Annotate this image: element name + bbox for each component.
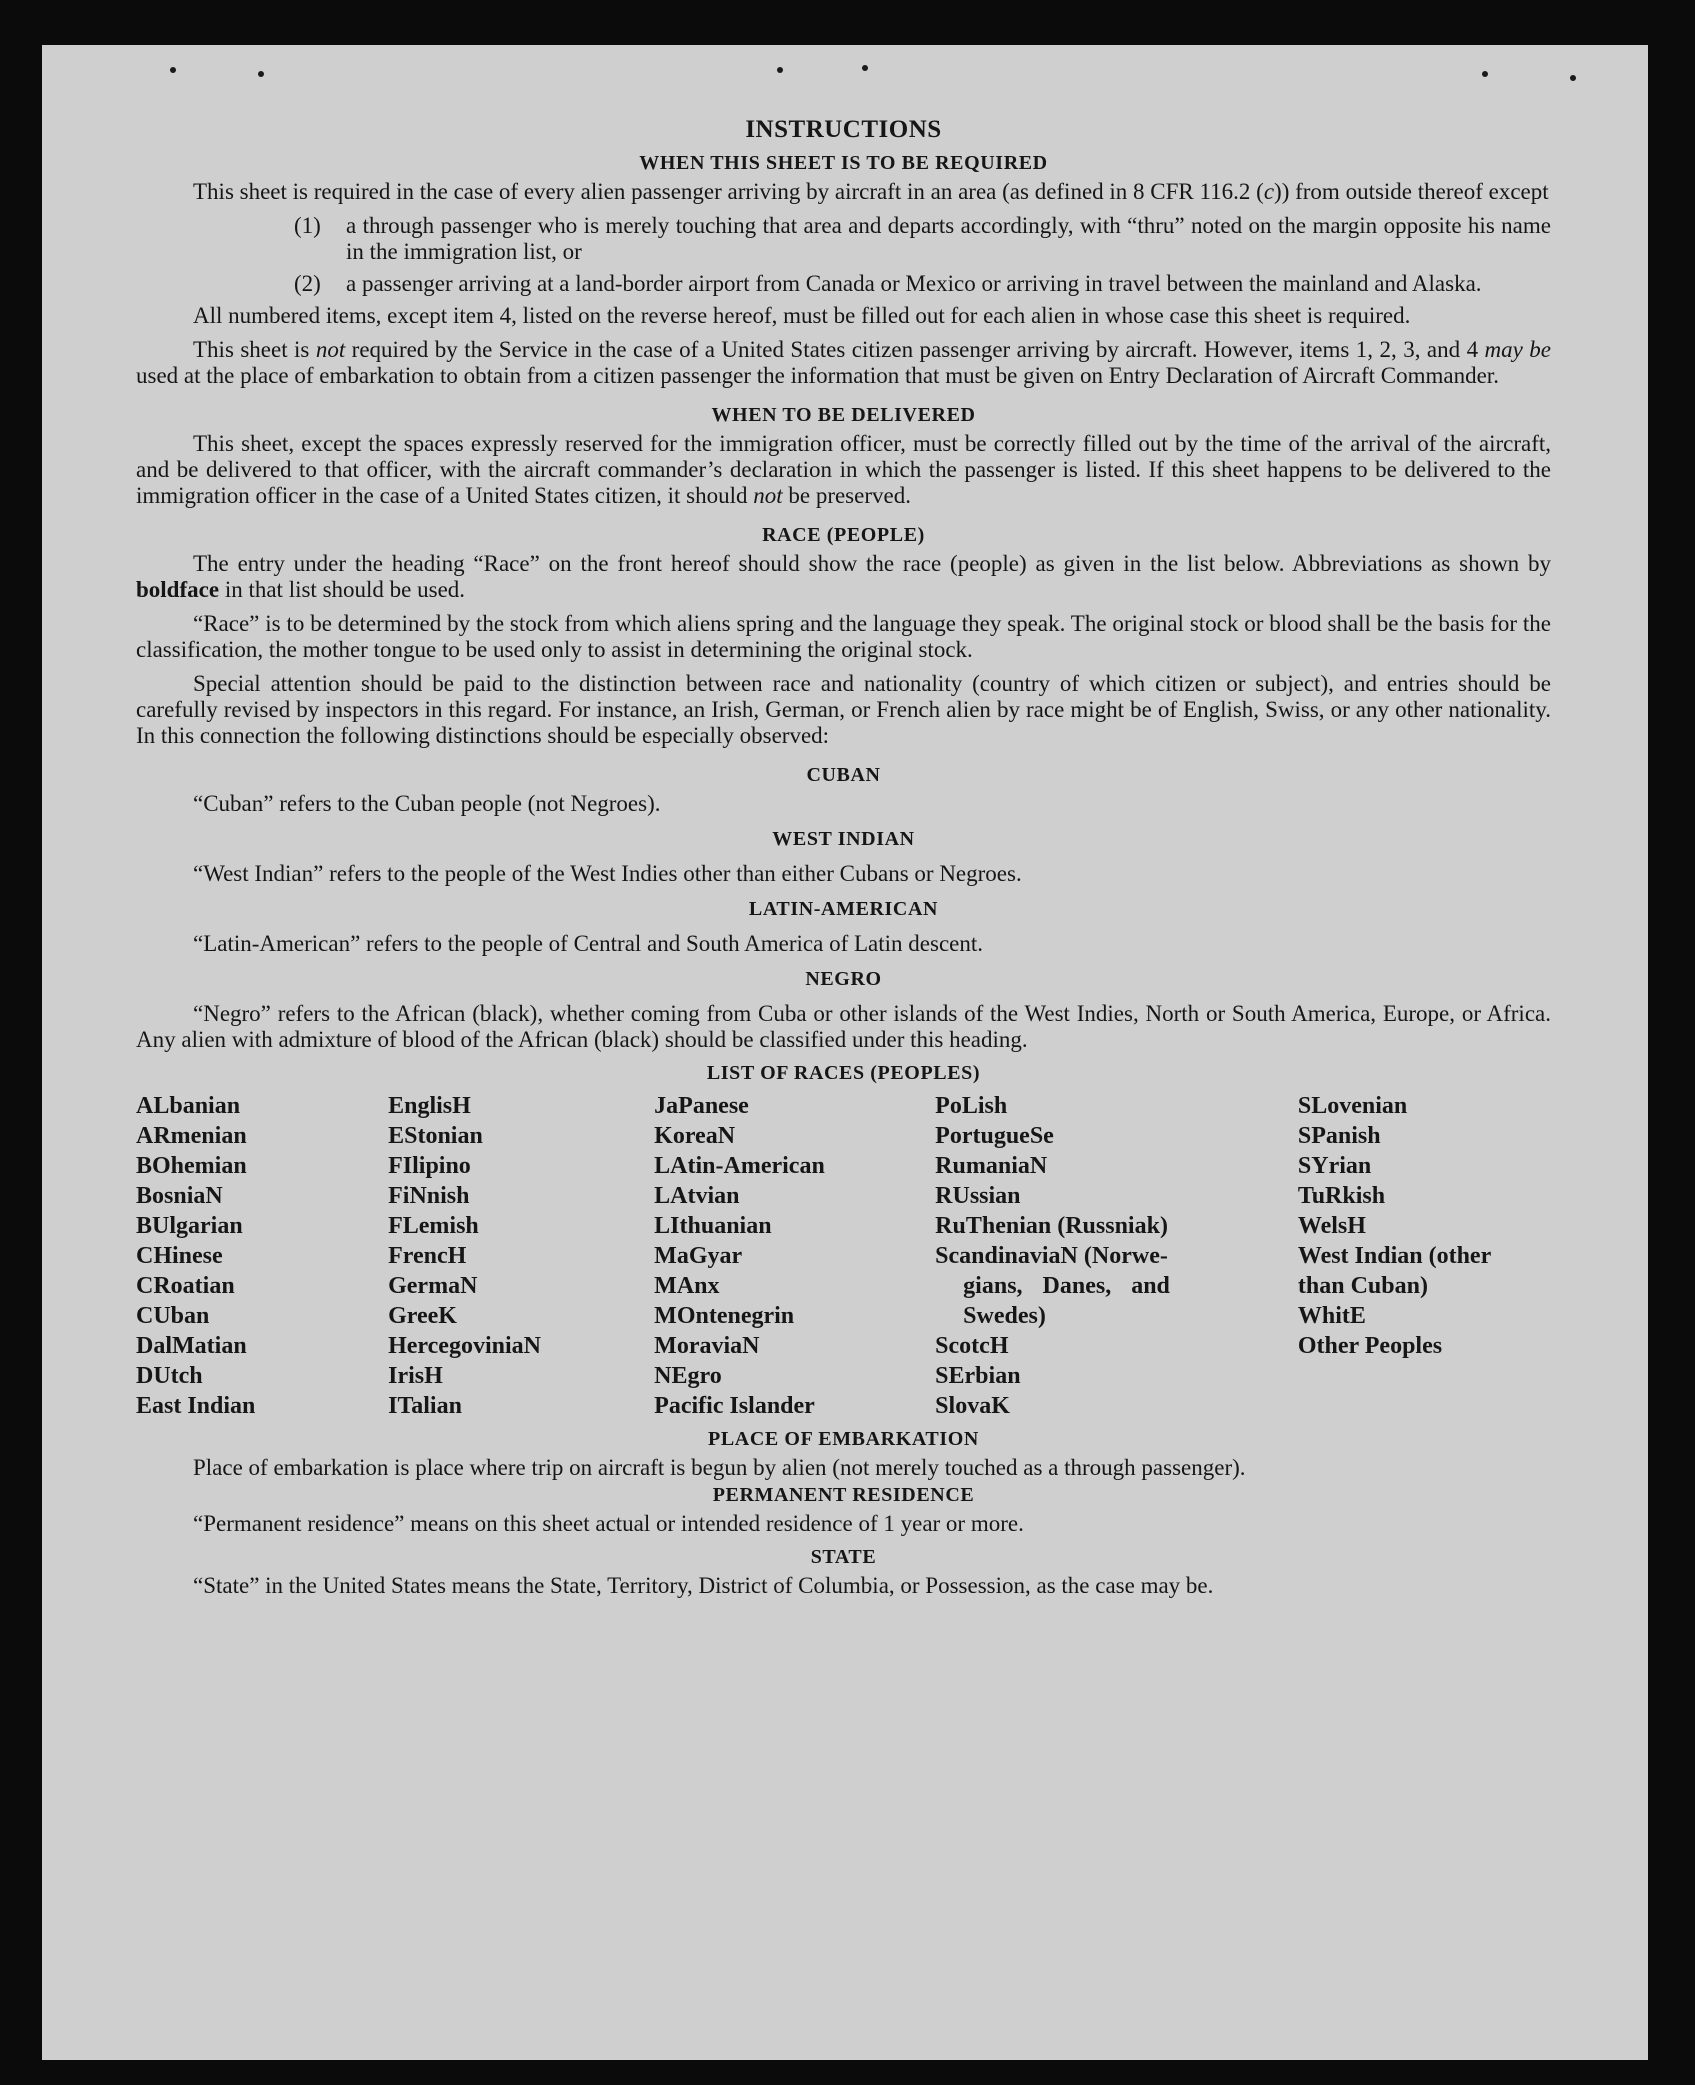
race-entry: SYrian	[1297, 1153, 1372, 1179]
item-number: (1)	[294, 213, 321, 238]
race-entry: MoraviaN	[654, 1333, 760, 1359]
race-entry: PortugueSe	[935, 1123, 1054, 1149]
race-entry: CUban	[136, 1303, 210, 1329]
paragraph-race-nationality: Special attention should be paid to the distinction between race and nationality (country of which citizen or subject), and entries should be carefully revised by inspectors in this regard. For instance, an Irish, German, or French alien by race might be of English, Swiss, or any other nationality. In this connection the following distinctions should be especially observed:	[136, 671, 1551, 748]
paragraph-race-entry: The entry under the heading “Race” on the front hereof should show the race (people) as given in the list below. Abbreviations as shown by boldface in that list should be used.	[136, 551, 1551, 602]
item-number: (2)	[294, 271, 321, 296]
race-column-2	[388, 1091, 654, 1421]
race-entry: MAnx	[654, 1273, 720, 1299]
race-entry: DalMatian	[136, 1333, 247, 1359]
heading-west-indian: WEST INDIAN	[772, 828, 915, 850]
race-column-4	[935, 1091, 1298, 1421]
heading-when-delivered: WHEN TO BE DELIVERED	[711, 404, 976, 426]
race-entry: WelsH	[1297, 1213, 1366, 1239]
race-entry: GermaN	[388, 1273, 478, 1299]
race-entry-continued: Swedes)	[963, 1303, 1046, 1329]
race-entry: MaGyar	[654, 1243, 743, 1269]
race-entry: ARmenian	[136, 1123, 247, 1149]
punch-hole-mark	[1482, 71, 1488, 77]
race-entry: CRoatian	[136, 1273, 235, 1299]
paragraph-when-required: This sheet is required in the case of every alien passenger arriving by aircraft in an area (as defined in 8 CFR 116.2 (c)) from outside thereof except	[193, 179, 1549, 204]
paragraph-when-delivered: This sheet, except the spaces expressly reserved for the immigration officer, must be correctly filled out by the time of the arrival of the aircraft, and be delivered to that officer, with the aircraft commander’s declaration in which the passenger is listed. If this sheet happens to be delivered to the immigration officer in the case of a United States citizen, it should not be preserved.	[136, 431, 1551, 508]
race-entry: SLovenian	[1297, 1093, 1408, 1119]
race-entry-continued: than Cuban)	[1297, 1273, 1428, 1299]
heading-permanent-residence: PERMANENT RESIDENCE	[712, 1484, 975, 1506]
heading-when-required: WHEN THIS SHEET IS TO BE REQUIRED	[639, 152, 1048, 174]
heading-race: RACE (PEOPLE)	[762, 524, 925, 546]
race-entry: RUssian	[935, 1183, 1021, 1209]
race-column-3	[654, 1091, 935, 1421]
race-entry: SErbian	[935, 1363, 1021, 1389]
punch-hole-mark	[258, 71, 264, 77]
race-entry: ScandinaviaN (Norwe-	[935, 1243, 1168, 1269]
punch-hole-mark	[1570, 75, 1576, 81]
paragraph-embarkation: Place of embarkation is place where trip on aircraft is begun by alien (not merely touched as a through passenger).	[193, 1455, 1246, 1480]
race-entry: PoLish	[935, 1093, 1008, 1119]
paragraph-race-stock: “Race” is to be determined by the stock from which aliens spring and the language they speak. The original stock or blood shall be the basis for the classification, the mother tongue to be used only to assist in determining the original stock.	[136, 611, 1551, 662]
paragraph-west-indian: “West Indian” refers to the people of the West Indies other than either Cubans or Negroes.	[193, 861, 1022, 886]
race-entry: FiNnish	[388, 1183, 470, 1209]
race-entry: FIlipino	[388, 1153, 471, 1179]
heading-state: STATE	[810, 1546, 877, 1568]
race-entry: ITalian	[388, 1393, 462, 1419]
race-entry: FLemish	[388, 1213, 479, 1239]
heading-embarkation: PLACE OF EMBARKATION	[708, 1428, 979, 1450]
race-entry: MOntenegrin	[654, 1303, 795, 1329]
race-entry: DUtch	[136, 1363, 203, 1389]
race-entry: RumaniaN	[935, 1153, 1048, 1179]
race-entry: ALbanian	[136, 1093, 241, 1119]
race-entry: SPanish	[1297, 1123, 1381, 1149]
paragraph-permanent-residence: “Permanent residence” means on this sheet actual or intended residence of 1 year or more.	[193, 1511, 1024, 1536]
race-entry: HercegoviniaN	[388, 1333, 541, 1359]
item-text: a passenger arriving at a land-border airport from Canada or Mexico or arriving in travel between the mainland and Alaska.	[346, 271, 1482, 296]
race-entry: BUlgarian	[136, 1213, 243, 1239]
item-text: a through passenger who is merely touching that area and departs accordingly, with “thru” noted on the margin opposite his name in the immigration list, or	[346, 213, 1551, 264]
race-entry: IrisH	[388, 1363, 443, 1389]
race-entry: FrencH	[388, 1243, 467, 1269]
paragraph-numbered-items: All numbered items, except item 4, listed on the reverse hereof, must be filled out for each alien in whose case this sheet is required.	[193, 303, 1411, 328]
race-entry: Other Peoples	[1297, 1333, 1443, 1359]
race-entry: Pacific Islander	[654, 1393, 815, 1419]
race-entry: WhitE	[1297, 1303, 1366, 1329]
race-entry: EStonian	[388, 1123, 483, 1149]
heading-list-of-races: LIST OF RACES (PEOPLES)	[706, 1062, 981, 1084]
race-entry: RuThenian (Russniak)	[935, 1213, 1168, 1239]
race-entry: GreeK	[388, 1303, 457, 1329]
punch-hole-mark	[862, 65, 868, 71]
race-entry: LIthuanian	[654, 1213, 772, 1239]
race-entry: LAtin-American	[654, 1153, 825, 1179]
race-entry: BOhemian	[136, 1153, 247, 1179]
race-entry: West Indian (other	[1297, 1243, 1492, 1269]
heading-negro: NEGRO	[805, 968, 882, 990]
race-entry: KoreaN	[654, 1123, 736, 1149]
paragraph-latin-american: “Latin-American” refers to the people of Central and South America of Latin descent.	[193, 931, 983, 956]
race-entry-continued: gians, Danes, and	[963, 1273, 1170, 1299]
race-entry: SlovaK	[935, 1393, 1010, 1419]
heading-latin-american: LATIN-AMERICAN	[748, 898, 939, 920]
race-entry: ScotcH	[935, 1333, 1009, 1359]
race-entry: East Indian	[136, 1393, 256, 1419]
race-list	[136, 1091, 1551, 1421]
race-entry: TuRkish	[1297, 1183, 1386, 1209]
document-sheet	[42, 45, 1648, 2060]
race-entry: LAtvian	[654, 1183, 740, 1209]
paragraph-cuban: “Cuban” refers to the Cuban people (not Negroes).	[193, 791, 661, 816]
race-entry: JaPanese	[654, 1093, 749, 1119]
paragraph-negro: “Negro” refers to the African (black), whether coming from Cuba or other islands of the West Indies, North or South America, Europe, or Africa. Any alien with admixture of blood of the African (black) should be classified under this heading.	[136, 1001, 1551, 1052]
race-column-1	[136, 1091, 388, 1421]
race-entry: CHinese	[136, 1243, 223, 1269]
race-entry: EnglisH	[388, 1093, 471, 1119]
paragraph-state: “State” in the United States means the State, Territory, District of Columbia, or Possession, as the case may be.	[193, 1573, 1214, 1598]
heading-cuban: CUBAN	[806, 764, 881, 786]
race-entry: NEgro	[654, 1363, 722, 1389]
exception-item-2	[136, 271, 1551, 297]
punch-hole-mark	[777, 67, 783, 73]
punch-hole-mark	[170, 67, 176, 73]
race-column-5	[1298, 1091, 1551, 1421]
page-title: INSTRUCTIONS	[745, 116, 942, 143]
paragraph-citizen: This sheet is not required by the Service in the case of a United States citizen passenger arriving by aircraft. However, items 1, 2, 3, and 4 may be used at the place of embarkation to obtain from a citizen passenger the information that must be given on Entry Declaration of Aircraft Commander.	[136, 337, 1551, 388]
race-entry: BosniaN	[136, 1183, 223, 1209]
exception-item-1	[136, 213, 1551, 265]
